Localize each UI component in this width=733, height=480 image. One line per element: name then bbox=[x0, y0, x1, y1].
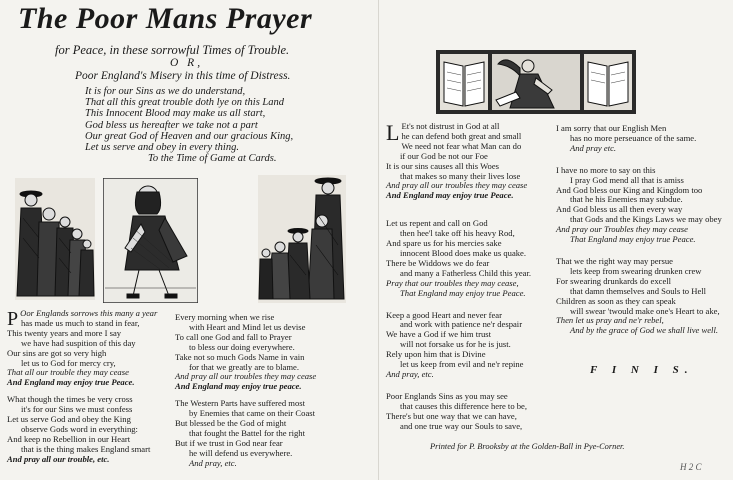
verse-line: that is the thing makes England smart bbox=[21, 443, 151, 454]
verse-line: Then let us pray and ne'r rebel, bbox=[556, 315, 664, 326]
verse-line: There's but one way that we can have, bbox=[386, 410, 517, 421]
verse-line: Our sins are got so very high bbox=[7, 347, 107, 358]
verse-line: And England may enjoy true peace. bbox=[175, 381, 302, 392]
verse-line: That England may enjoy true Peace. bbox=[570, 234, 696, 245]
subtitle-alternate: Poor England's Misery in this time of Distress. bbox=[75, 70, 291, 82]
verse-line: if our God be not our Foe bbox=[400, 150, 488, 161]
verse-line: That all our trouble they may cease bbox=[7, 367, 129, 378]
verse-line: Let us serve God and obey the King bbox=[7, 414, 131, 425]
intro-line: God bless us hereafter we take not a part bbox=[85, 119, 258, 131]
verse-line: And pray all our troubles they may cease bbox=[386, 180, 528, 191]
intro-line: This Innocent Blood may make us all start, bbox=[85, 108, 266, 120]
verse-line: It is our sins causes all this Woes bbox=[386, 160, 500, 171]
verse-line: Poor Englands Sins as you may see bbox=[386, 390, 508, 401]
verse-line: And pray etc. bbox=[570, 142, 617, 153]
verse-line: he will defend us everywhere. bbox=[189, 447, 293, 458]
column-2 bbox=[175, 313, 316, 469]
verse-line: We need not fear what Man can do bbox=[401, 140, 522, 151]
verse-line: And by the grace of God we shall live well. bbox=[570, 325, 718, 336]
tune-line: To the Time of Game at Cards. bbox=[148, 153, 277, 164]
verse-line: will swear 'twould make one's Heart to ake, bbox=[570, 305, 720, 316]
verse-line: That England may enjoy true Peace. bbox=[400, 287, 526, 298]
verse-line: we have had suspition of this day bbox=[21, 337, 136, 348]
drop-cap: P bbox=[7, 308, 19, 330]
verse-line: then hee'l take off his heavy Rod, bbox=[400, 228, 515, 239]
verse-line: will not forsake us for he is just. bbox=[400, 339, 511, 350]
woodcut-crowd-left bbox=[15, 178, 95, 300]
verse-line: observe Gods word in everything: bbox=[21, 423, 138, 434]
intro-line: It is for our Sins as we do understand, bbox=[85, 86, 246, 97]
verse-line: that makes so many their lives lose bbox=[400, 170, 521, 181]
verse-line: that causes this difference here to be, bbox=[400, 400, 528, 411]
verse-line: and many a Fatherless Child this year. bbox=[400, 267, 532, 278]
intro-line: Our great God of Heaven and our gracious King, bbox=[85, 130, 294, 142]
verse-line: let us keep from evil and ne'r repine bbox=[400, 359, 524, 370]
verse-line: and work with patience ne'r despair bbox=[400, 319, 523, 330]
subtitle: for Peace, in these sorrowful Times of Trouble. bbox=[55, 43, 290, 57]
subtitle-or: O R, bbox=[170, 57, 204, 69]
verse-line: L Et's not distrust in God at all bbox=[386, 120, 500, 145]
verse-line: And pray all our trouble, etc. bbox=[7, 453, 110, 464]
verse-line: And pray, etc. bbox=[386, 368, 434, 379]
verse-line: The Western Parts have suffered most bbox=[175, 398, 306, 409]
verse-line: with Heart and Mind let us devise bbox=[189, 321, 306, 332]
intro-line: That all this great trouble doth lye on this Land bbox=[85, 97, 285, 109]
verse-line: innocent Blood does make us quake. bbox=[400, 247, 527, 258]
page-fold bbox=[378, 0, 379, 480]
finis: F I N I S. bbox=[590, 364, 694, 376]
verse-line: lets keep from swearing drunken crew bbox=[570, 265, 702, 276]
verse-line: And England may enjoy true Peace. bbox=[7, 377, 135, 388]
verse-line: And spare us for his mercies sake bbox=[386, 238, 502, 249]
verse-line: that he his Enemies may subdue. bbox=[570, 194, 683, 205]
verse-line: And pray, etc. bbox=[189, 457, 237, 468]
verse-line: he can defend both great and small bbox=[401, 130, 522, 141]
verse-line: and one true way our Souls to save, bbox=[400, 420, 523, 431]
woodcut-praying-man bbox=[103, 178, 198, 303]
verse-line: We have a God if we him trust bbox=[386, 329, 492, 340]
column-4 bbox=[556, 124, 722, 336]
verse-line: For swearing drunkards do excell bbox=[556, 275, 672, 286]
verse-line: I have no more to say on this bbox=[556, 164, 656, 175]
verse-line: That we the right way may persue bbox=[556, 255, 673, 266]
verse-line: And keep no Rebellion in our Heart bbox=[7, 433, 131, 444]
verse-line: And God bless us all then every way bbox=[556, 204, 683, 215]
intro-verse bbox=[85, 86, 293, 153]
verse-line: has no more perseuance of the same. bbox=[570, 132, 697, 143]
broadside-title: The Poor Mans Prayer bbox=[18, 2, 313, 35]
verse-line: Pray that our troubles they may cease, bbox=[386, 277, 519, 288]
verse-line: And pray all our troubles they may cease bbox=[175, 371, 317, 382]
verse-line: Rely upon him that is Divine bbox=[386, 349, 486, 360]
verse-line: Children as soon as they can speak bbox=[556, 295, 676, 306]
verse-line: has made us much to stand in fear, bbox=[21, 317, 140, 328]
verse-line: Keep a good Heart and never fear bbox=[386, 309, 502, 320]
verse-line: by Enemies that came on their Coast bbox=[189, 408, 316, 419]
verse-line: Every morning when we rise bbox=[175, 312, 275, 322]
verse-line: And England may enjoy true Peace. bbox=[386, 190, 514, 201]
verse-line: I am sorry that our English Men bbox=[556, 123, 667, 133]
verse-line: What though the times be very cross bbox=[7, 394, 133, 405]
intro-line: Let us serve and obey in every thing. bbox=[85, 142, 239, 154]
verse-line: But if we trust in God near fear bbox=[175, 437, 283, 448]
verse-line: There be Widdows we do fear bbox=[386, 257, 490, 268]
verse-line: that Gods and the Kings Laws we may obey bbox=[570, 214, 722, 225]
verse-line: I pray God mend all that is amiss bbox=[570, 174, 684, 185]
verse-line: But blessed be the God of might bbox=[175, 418, 287, 429]
verse-line: it's for our Sins we must confess bbox=[21, 404, 133, 415]
verse-line: to bless our doing everywhere. bbox=[189, 341, 295, 352]
verse-line: Let us repent and call on God bbox=[386, 218, 488, 229]
verse-line: Take not so much Gods Name in vain bbox=[175, 351, 305, 362]
verse-line: that damn themselves and Souls to Hell bbox=[570, 285, 707, 296]
woodcut-angel-books bbox=[436, 50, 636, 114]
handwritten-mark: H 2 C bbox=[680, 462, 702, 472]
verse-line: To call one God and fall to Prayer bbox=[175, 331, 292, 342]
verse-line: This twenty years and more I say bbox=[7, 327, 122, 338]
verse-line: that fought the Battel for the right bbox=[189, 427, 305, 438]
verse-line: for that we greatly are to blame. bbox=[189, 361, 299, 372]
drop-cap: L bbox=[386, 120, 400, 145]
verse-line: And pray our Troubles they may cease bbox=[556, 224, 688, 235]
verse-line: And God bless our King and Kingdom too bbox=[556, 184, 703, 195]
imprint: Printed for P. Brooksby at the Golden-Ball in Pye-Corner. bbox=[430, 442, 625, 451]
woodcut-crowd-right bbox=[258, 175, 346, 303]
verse-line: P Oor Englands sorrows this many a year bbox=[7, 308, 158, 330]
column-1 bbox=[7, 309, 157, 465]
column-3 bbox=[386, 122, 531, 431]
verse-line: let us to God for mercy cry, bbox=[21, 357, 116, 368]
